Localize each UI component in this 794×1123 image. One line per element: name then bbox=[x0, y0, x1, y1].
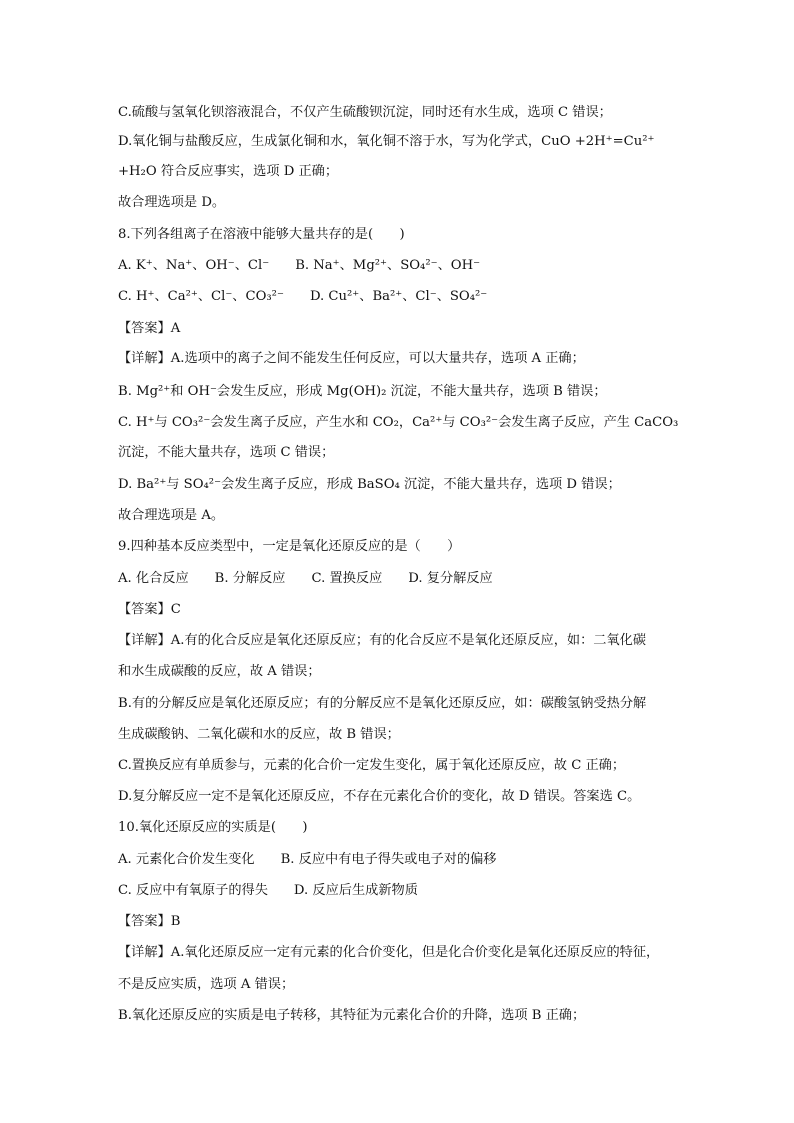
q7-conclusion: 故合理选项是 D。 bbox=[118, 195, 226, 210]
q8-detail-b: B. Mg²⁺和 OH⁻会发生反应，形成 Mg(OH)₂ 沉淀，不能大量共存，选项 B 错误； bbox=[118, 384, 607, 399]
q8-option-b: B. Na⁺、Mg²⁺、SO₄²⁻、OH⁻ bbox=[295, 258, 481, 273]
q8-answer: 【答案】A bbox=[118, 321, 181, 336]
q9-option-c: C. 置换反应 bbox=[311, 571, 383, 586]
q8-option-a: A. K⁺、Na⁺、OH⁻、Cl⁻ bbox=[118, 258, 270, 273]
q8-detail-c: C. H⁺与 CO₃²⁻会发生离子反应，产生水和 CO₂，Ca²⁺与 CO₃²⁻会发生离子反应，产生 CaCO₃ bbox=[118, 415, 679, 430]
q8-detail-d: D. Ba²⁺与 SO₄²⁻会发生离子反应，形成 BaSO₄ 沉淀，不能大量共存，选项 D 错误； bbox=[118, 477, 621, 492]
q10-detail-b: B.氧化还原反应的实质是电子转移，其特征为元素化合价的升降，选项 B 正确； bbox=[118, 1008, 586, 1023]
q9-options-row bbox=[118, 570, 678, 588]
q8-options-row-2 bbox=[118, 288, 678, 306]
q9-detail-d: D.复分解反应一定不是氧化还原反应，不存在元素化合价的变化，故 D 错误。答案选 C。 bbox=[118, 789, 641, 804]
q9-detail-a: 【详解】A.有的化合反应是氧化还原反应；有的化合反应不是氧化还原反应，如：二氧化碳 bbox=[118, 633, 647, 648]
q9-option-a: A. 化合反应 bbox=[118, 571, 189, 586]
q10-options-row-2 bbox=[118, 882, 678, 900]
q8-detail: 【详解】A.选项中的离子之间不能发生任何反应，可以大量共存，选项 A 正确； bbox=[118, 351, 585, 366]
q9-detail-b-cont: 生成碳酸钠、二氧化碳和水的反应，故 B 错误； bbox=[118, 727, 400, 742]
q8-option-c: C. H⁺、Ca²⁺、Cl⁻、CO₃²⁻ bbox=[118, 289, 284, 304]
q8-option-d: D. Cu²⁺、Ba²⁺、Cl⁻、SO₄²⁻ bbox=[309, 289, 488, 304]
question-10: 10.氧化还原反应的实质是( ) bbox=[118, 820, 308, 835]
q10-option-d: D. 反应后生成新物质 bbox=[293, 883, 418, 898]
q9-answer: 【答案】C bbox=[118, 602, 181, 617]
q10-options-row-1 bbox=[118, 851, 678, 869]
option-d-explanation: D.氧化铜与盐酸反应，生成氯化铜和水，氧化铜不溶于水，写为化学式，CuO +2H⁺=Cu²⁺ bbox=[118, 134, 655, 149]
q10-detail-a: 【详解】A.氧化还原反应一定有元素的化合价变化，但是化合价变化是氧化还原反应的特征， bbox=[118, 945, 660, 960]
q9-option-d: D. 复分解反应 bbox=[408, 571, 493, 586]
q8-options-row-1 bbox=[118, 257, 678, 275]
question-8: 8.下列各组离子在溶液中能够大量共存的是( ) bbox=[118, 227, 405, 242]
q9-detail-a-cont: 和水生成碳酸的反应，故 A 错误； bbox=[118, 664, 321, 679]
q10-option-a: A. 元素化合价发生变化 bbox=[118, 852, 255, 867]
q10-option-c: C. 反应中有氧原子的得失 bbox=[118, 883, 268, 898]
q9-option-b: B. 分解反应 bbox=[214, 571, 286, 586]
question-9: 9.四种基本反应类型中，一定是氧化还原反应的是（ ） bbox=[118, 539, 461, 554]
q8-detail-c-cont: 沉淀，不能大量共存，选项 C 错误； bbox=[118, 445, 335, 460]
q10-option-b: B. 反应中有电子得失或电子对的偏移 bbox=[280, 852, 497, 867]
option-c-explanation: C.硫酸与氢氧化钡溶液混合，不仅产生硫酸钡沉淀，同时还有水生成，选项 C 错误； bbox=[118, 105, 612, 120]
q9-detail-b: B.有的分解反应是氧化还原反应；有的分解反应不是氧化还原反应，如：碳酸氢钠受热分解 bbox=[118, 696, 647, 711]
q9-detail-c: C.置换反应有单质参与，元素的化合价一定发生变化，属于氧化还原反应，故 C 正确； bbox=[118, 758, 626, 773]
option-d-explanation-cont: +H₂O 符合反应事实，选项 D 正确； bbox=[118, 164, 339, 179]
q8-conclusion: 故合理选项是 A。 bbox=[118, 508, 225, 523]
q10-answer: 【答案】B bbox=[118, 914, 181, 929]
q10-detail-a-cont: 不是反应实质，选项 A 错误； bbox=[118, 977, 295, 992]
